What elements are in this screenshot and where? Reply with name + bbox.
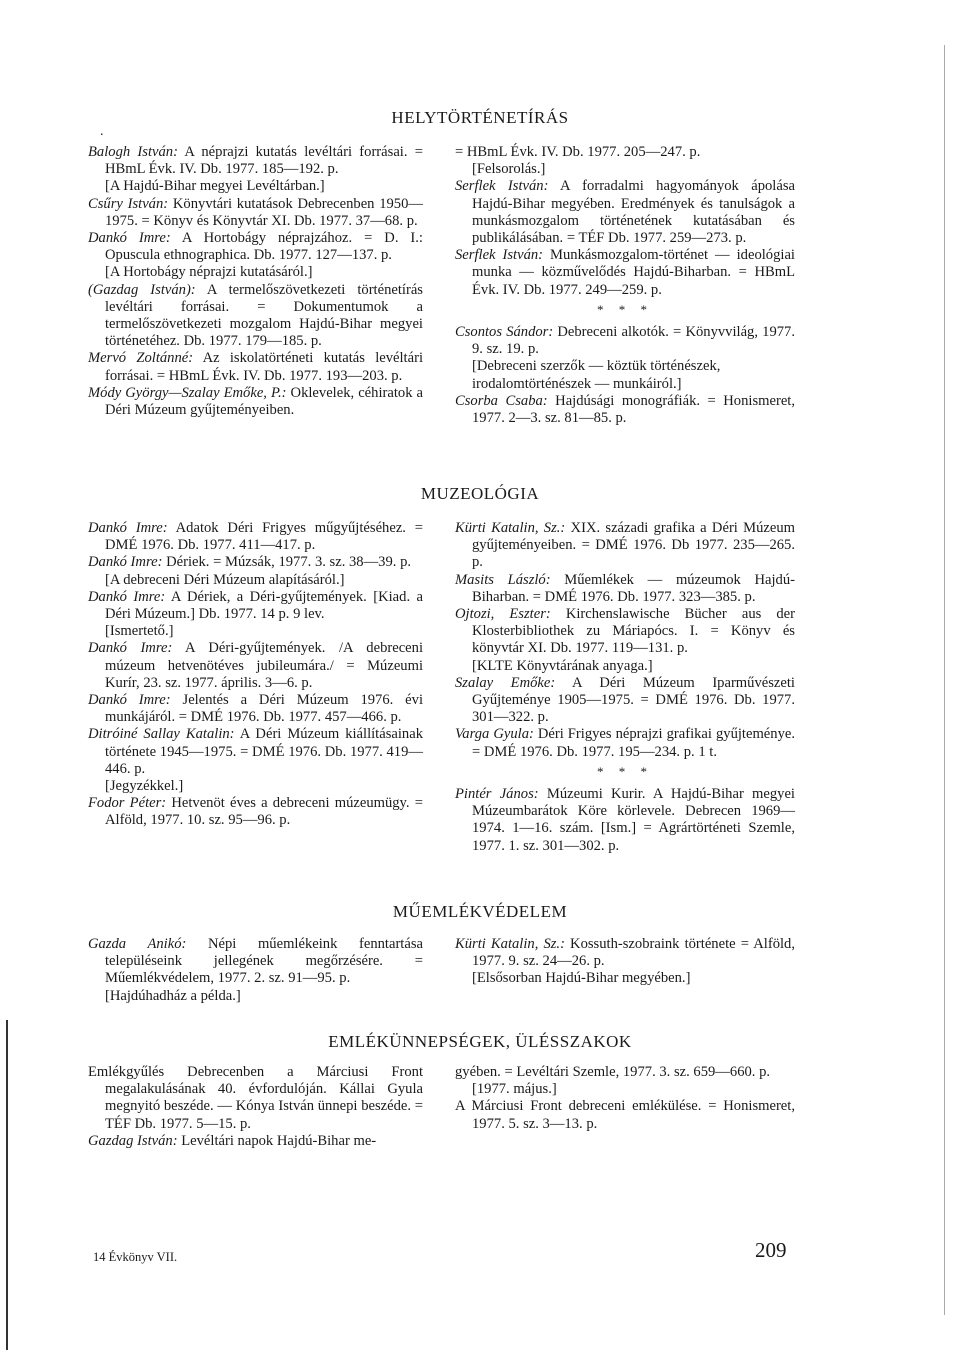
entry-text: Emlékgyűlés Debrecenben a Márciusi Front megalakulásának 40. évfordulóján. Kállai Gyula megnyitó beszéde. — Kónya István ünnepi beszéde. = TÉF Db. 1977. 5—15. p. — [88, 1064, 423, 1132]
entry-author: Dankó Imre: — [88, 588, 166, 605]
page-edge-line — [936, 45, 945, 1315]
entry-text: Adatok Déri Frigyes műgyűjtéséhez. = DMÉ 1976. Db. 1977. 411—417. p. — [105, 520, 423, 554]
footer-volume: 14 Évkönyv VII. — [93, 1250, 178, 1264]
bibliography-entry — [88, 196, 423, 230]
entry-author: Kürti Katalin, Sz.: — [455, 520, 566, 536]
entry-text: Hajdúsági monográfiák. = Honismeret, 1977. 2—3. sz. 81—85. p. — [472, 392, 796, 427]
entry-text: Kossuth-szobraink története = Alföld, 1977. 9. sz. 24—26. p. — [472, 936, 795, 970]
entry-author: Gazdag István: — [88, 1132, 178, 1149]
entry-text: Déri Frigyes néprajzi grafikai gyűjteménye. = DMÉ 1976. Db. 1977. 195—234. p. 1 t. — [472, 726, 795, 760]
bibliography-entry — [88, 936, 423, 988]
entry-author: Dankó Imre: — [88, 520, 168, 536]
entry-text: Műemlékek — múzeumok Hajdú-Biharban. = DMÉ 1976. Db. 1977. 323—385. p. — [472, 571, 795, 605]
bibliography-entry — [88, 589, 423, 623]
entry-text: A Déri Múzeum kiállításainak története 1945—1975. = DMÉ 1976. Db. 1977. 419—446. p. — [105, 726, 423, 777]
section-2-right — [455, 936, 795, 988]
bibliography-entry — [88, 1064, 423, 1133]
entry-text: A Márciusi Front debreceni emlékülése. = Honismeret, 1977. 5. sz. 3—13. p. — [455, 1098, 795, 1132]
entry-note: [Hajdúhadház a példa.] — [105, 987, 241, 1004]
entry-author: Serflek István: — [455, 178, 549, 195]
entry-text: Debreceni alkotók. = Könyvvilág, 1977. 9. sz. 19. p. — [472, 324, 795, 358]
section-3-left — [88, 1064, 423, 1150]
bibliography-entry — [88, 385, 423, 419]
entry-text: Könyvtári kutatások Debrecenben 1950—1975. = Könyv és Könyvtár XI. Db. 1977. 37—68. p. — [105, 195, 423, 229]
bibliography-entry — [455, 393, 795, 427]
section-title-muzeologia: MUZEOLÓGIA — [420, 484, 540, 503]
entry-text: Oklevelek, céhiratok a Déri Múzeum gyűjteményeiben. — [105, 384, 423, 419]
bibliography-entry — [88, 692, 423, 726]
section-1-left — [88, 520, 423, 830]
entry-author: Dankó Imre: — [88, 640, 173, 657]
entry-author: Fodor Péter: — [88, 795, 167, 812]
entry-author: Ojtozi, Eszter: — [455, 606, 551, 623]
entry-author: Dankó Imre: — [88, 554, 163, 571]
entry-text: A forradalmi hagyományok ápolása Hajdú-Bihar megyében. Eredmények és tanulságok a munkásmozgalom történetének kutatásában és publikálásában. = TÉF Db. 1977. 259—273. p. — [472, 178, 795, 247]
bibliography-entry — [455, 786, 795, 855]
section-0-right — [455, 144, 795, 427]
bibliography-entry — [88, 520, 423, 554]
entry-text: Levéltári napok Hajdú-Bihar me- — [177, 1132, 377, 1149]
bibliography-entry — [455, 726, 795, 760]
speck: . — [100, 124, 104, 139]
section-1-right — [455, 520, 795, 855]
bibliography-entry — [88, 554, 423, 571]
section-title-helytortenetiras: HELYTÖRTÉNETÍRÁS — [391, 108, 569, 127]
bibliography-entry — [455, 520, 795, 572]
entry-note: [Felsorolás.] — [472, 161, 546, 178]
entry-text: Jelentés a Déri Múzeum 1976. évi munkájáról. = DMÉ 1976. Db. 1977. 457—466. p. — [105, 692, 423, 726]
bibliography-entry — [88, 1133, 423, 1150]
entry-author: Balogh István: — [88, 144, 178, 160]
entry-author: Gazda Anikó: — [88, 936, 187, 952]
entry-note: [A Hajdú-Bihar megyei Levéltárban.] — [105, 178, 325, 195]
entry-text: Munkásmozgalom-történet — ideológiai munka — közművelődés Hajdú-Biharban. = HBmL Évk. IV. Db. 1977. 249—259. p. — [472, 247, 795, 298]
entry-note: [KLTE Könyvtárának anyaga.] — [472, 657, 653, 674]
entry-text: Az iskolatörténeti kutatás levéltári forrásai. = HBmL Évk. IV. Db. 1977. 193—203. p. — [105, 350, 423, 384]
entry-text: Kirchenslawische Bücher aus der Klosterbibliothek zu Máriapócs. I. = Könyv és könyvtár XI. Db. 1977. 119—131. p. — [472, 606, 795, 657]
bibliography-entry — [455, 1098, 795, 1132]
entry-author: Masits László: — [455, 571, 551, 588]
entry-text: A néprajzi kutatás levéltári forrásai. = HBmL Évk. IV. Db. 1977. 185—192. p. — [105, 144, 423, 178]
entry-author: (Gazdag István): — [88, 281, 196, 298]
entry-author: Csorba Csaba: — [455, 392, 548, 409]
entry-author: Dankó Imre: — [88, 692, 171, 709]
page-number: 209 — [755, 1238, 787, 1262]
separator-stars: * * * — [597, 301, 653, 317]
entry-text: XIX. századi grafika a Déri Múzeum gyűjteményeiben. = DMÉ 1976. Db 1977. 235—265. p. — [472, 520, 795, 571]
entry-note: [Jegyzékkel.] — [105, 778, 184, 795]
entry-text: Hetvenöt éves a debreceni múzeumügy. = Alföld, 1977. 10. sz. 95—96. p. — [105, 795, 423, 829]
entry-author: Szalay Emőke: — [455, 674, 556, 691]
entry-author: Pintér János: — [455, 786, 539, 803]
section-title-muemlekvedelem: MŰEMLÉKVÉDELEM — [392, 902, 568, 921]
bibliography-entry — [88, 144, 423, 178]
section-0-left — [88, 144, 423, 419]
section-2-left — [88, 936, 423, 1005]
bibliography-entry — [455, 606, 795, 658]
entry-note: [Ismertető.] — [105, 623, 174, 640]
entry-author: Ditróiné Sallay Katalin: — [88, 726, 235, 743]
entry-text: A Déri Múzeum Iparművészeti Gyűjteménye 1905—1975. = DMÉ 1976. Db. 1977. 301—322. p. — [472, 674, 795, 726]
bibliography-entry — [455, 144, 795, 161]
entry-note: [A debreceni Déri Múzeum alapításáról.] — [105, 571, 345, 588]
bibliography-entry — [88, 350, 423, 384]
entry-author: Módy György—Szalay Emőke, P.: — [88, 384, 287, 401]
entry-text: A Dériek, a Déri-gyűjtemények. [Kiad. a Déri Múzeum.] Db. 1977. 14 p. 9 lev. — [105, 588, 423, 623]
entry-author: Csontos Sándor: — [455, 324, 554, 341]
separator-stars: * * * — [597, 763, 653, 779]
entry-text: gyében. = Levéltári Szemle, 1977. 3. sz. 659—660. p. — [455, 1064, 771, 1080]
entry-author: Dankó Imre: — [88, 230, 171, 247]
entry-text: A Hortobágy néprajzához. = D. I.: Opuscula ethnographica. Db. 1977. 127—137. p. — [105, 230, 423, 264]
bibliography-entry — [455, 572, 795, 606]
entry-note: [Elsősorban Hajdú-Bihar megyében.] — [472, 970, 691, 987]
entry-text: Népi műemlékeink fenntartása településeink jellegének megőrzésére. = Műemlékvédelem, 1977. 2. sz. 91—95. p. — [105, 936, 423, 987]
bibliography-entry — [455, 936, 795, 970]
bibliography-entry — [88, 726, 423, 778]
entry-author: Varga Gyula: — [455, 726, 534, 743]
entry-text: Dériek. = Múzsák, 1977. 3. sz. 38—39. p. — [162, 554, 412, 571]
entry-author: Kürti Katalin, Sz.: — [455, 936, 565, 952]
entry-note: [Debreceni szerzők — köztük történészek, irodalomtörténészek — munkáiról.] — [472, 358, 721, 392]
bibliography-entry — [455, 1064, 795, 1081]
bibliography-entry — [88, 230, 423, 264]
section-title-emlekunnepsegek: EMLÉKÜNNEPSÉGEK, ÜLÉSSZAKOK — [328, 1032, 632, 1051]
entry-text: A termelőszövetkezeti történetírás levéltári forrásai. = Dokumentumok a termelőszövetkezeti mozgalom Hajdú-Bihar megyei történetéhez. Db. 1977. 179—185. p. — [105, 281, 423, 350]
entry-note: [A Hortobágy néprajzi kutatásáról.] — [105, 264, 313, 281]
bibliography-entry — [455, 675, 795, 727]
bibliography-entry — [88, 640, 423, 692]
bibliography-entry — [455, 178, 795, 247]
bibliography-entry — [88, 282, 423, 351]
bibliography-entry — [88, 795, 423, 829]
entry-text: A Déri-gyűjtemények. /A debreceni múzeum hetvenötéves jubileumára./ = Múzeumi Kurír, 23. sz. 1977. április. 3—6. p. — [105, 640, 424, 691]
entry-text: Múzeumi Kurir. A Hajdú-Bihar megyei Múzeumbarátok Köre körlevele. Debrecen 1969—1974. 1—16. szám. [Ism.] = Agrártörténeti Szemle, 1977. 1. sz. 301—302. p. — [472, 786, 795, 854]
entry-author: Serflek István: — [455, 247, 544, 264]
binding-line — [0, 1020, 8, 1350]
bibliography-entry — [455, 247, 795, 299]
entry-text: = HBmL Évk. IV. Db. 1977. 205—247. p. — [455, 144, 701, 160]
section-3-right — [455, 1064, 795, 1133]
bibliography-entry — [455, 324, 795, 358]
entry-note: [1977. május.] — [472, 1081, 557, 1098]
entry-author: Mervó Zoltánné: — [88, 350, 194, 367]
entry-author: Csűry István: — [88, 195, 169, 212]
